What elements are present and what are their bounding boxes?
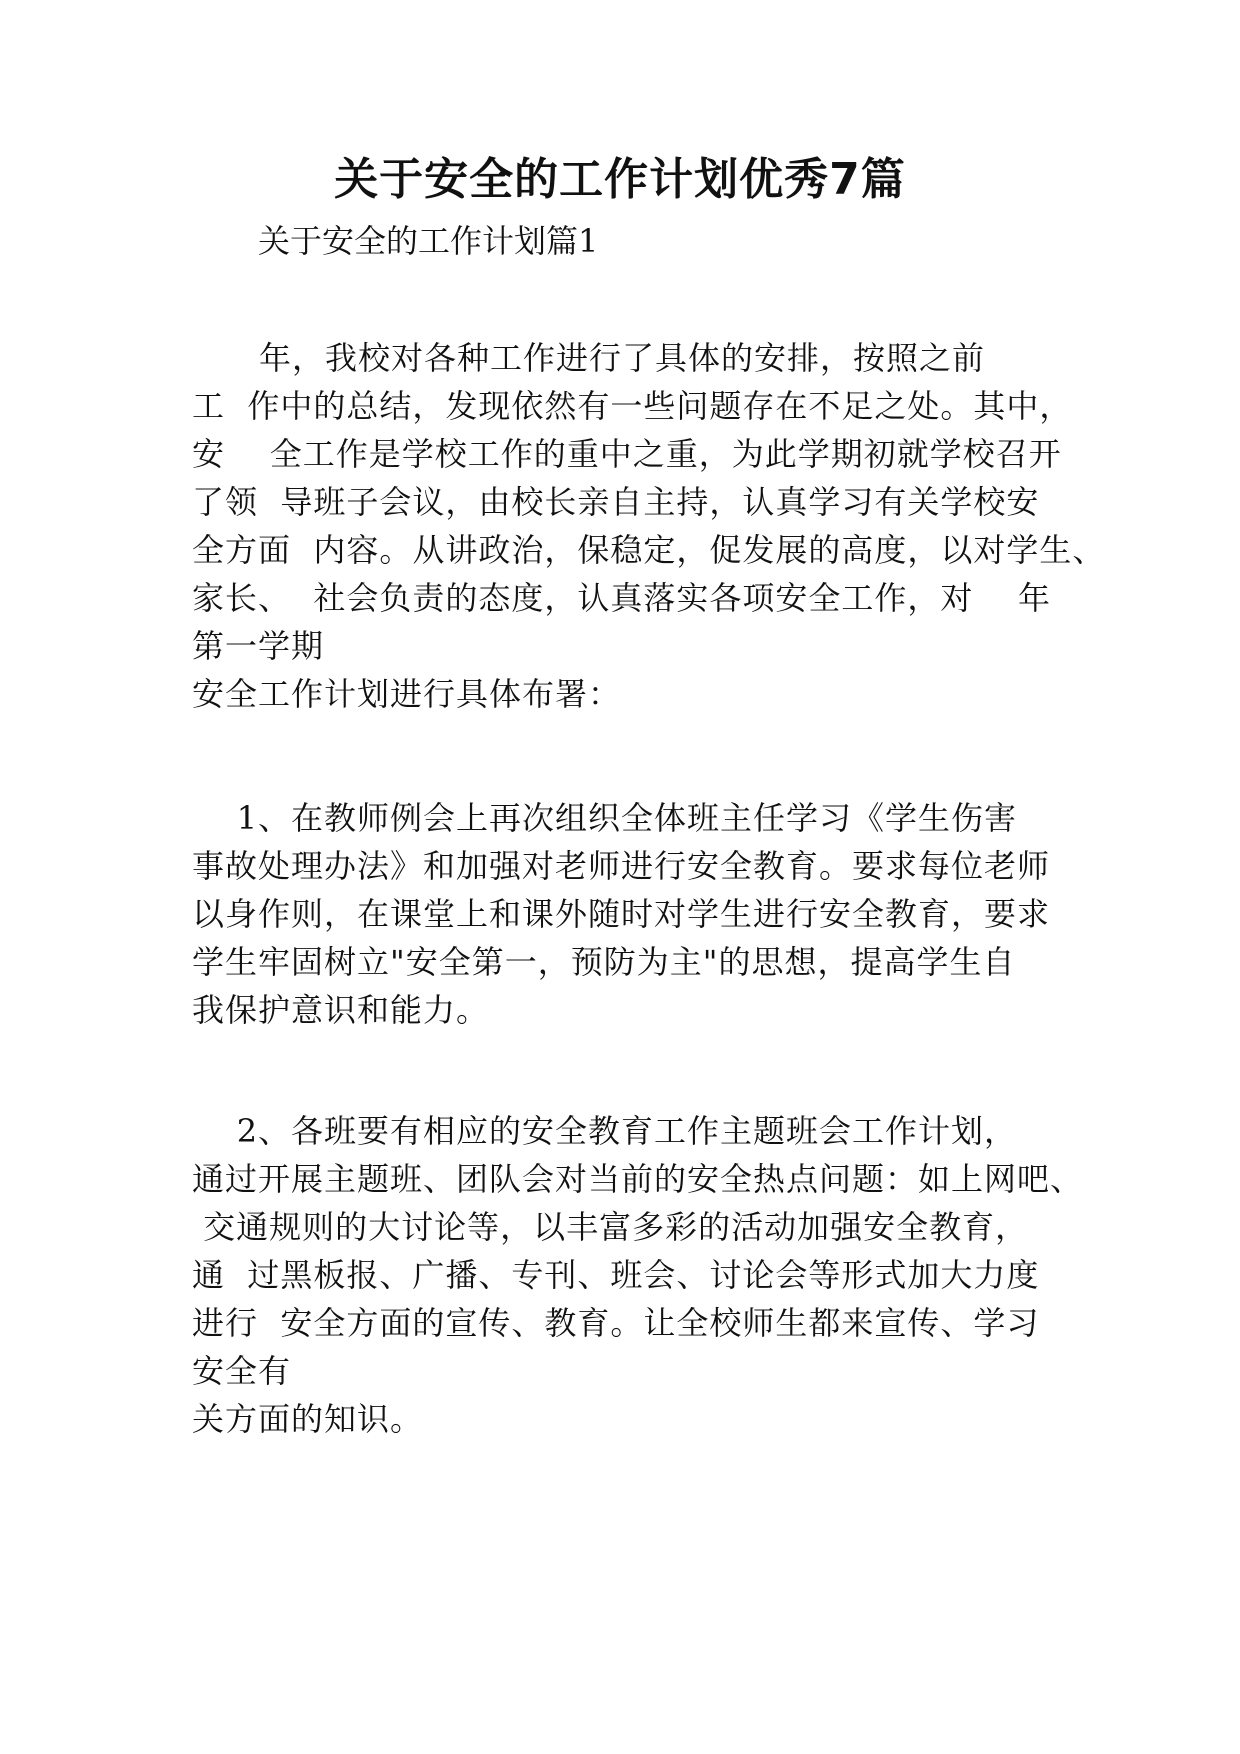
paragraph-1-line: 全方面 内容。从讲政治，保稳定，促发展的高度，以对学生、 — [192, 531, 1106, 569]
paragraph-1-line: 第一学期 — [192, 627, 325, 665]
paragraph-1-line: 工 作中的总结，发现依然有一些问题存在不足之处。其中， — [192, 387, 1073, 425]
paragraph-1-line: 安全工作计划进行具体布署： — [192, 675, 622, 713]
paragraph-1-line: 年，我校对各种工作进行了具体的安排，按照之前 — [192, 339, 986, 377]
paragraph-3-line: 进行 安全方面的宣传、教育。让全校师生都来宣传、学习 — [192, 1304, 1040, 1342]
paragraph-3-line: 通过开展主题班、团队会对当前的安全热点问题：如上网吧、 — [192, 1160, 1084, 1198]
paragraph-2-line: 以身作则，在课堂上和课外随时对学生进行安全教育，要求 — [192, 895, 1051, 933]
section-heading: 关于安全的工作计划篇1 — [258, 222, 599, 260]
paragraph-3-line: 2、各班要有相应的安全教育工作主题班会工作计划， — [192, 1112, 1018, 1150]
paragraph-2-line: 1、在教师例会上再次组织全体班主任学习《学生伤害 — [192, 799, 1018, 837]
paragraph-1-line: 家长、 社会负责的态度，认真落实各项安全工作，对 年 — [192, 579, 1052, 617]
paragraph-3-line: 安全有 — [192, 1352, 292, 1390]
paragraph-3-line: 交通规则的大讨论等，以丰富多彩的活动加强安全教育， — [192, 1208, 1029, 1246]
paragraph-2-line: 我保护意识和能力。 — [192, 991, 490, 1029]
paragraph-1-line: 了领 导班子会议，由校长亲自主持，认真学习有关学校安 — [192, 483, 1040, 521]
paragraph-3-line: 关方面的知识。 — [192, 1400, 424, 1438]
paragraph-1-line: 安 全工作是学校工作的重中之重，为此学期初就学校召开 — [192, 435, 1062, 473]
paragraph-3-line: 通 过黑板报、广播、专刊、班会、讨论会等形式加大力度 — [192, 1256, 1040, 1294]
paragraph-2-line: 事故处理办法》和加强对老师进行安全教育。要求每位老师 — [192, 847, 1051, 885]
paragraph-2-line: 学生牢固树立"安全第一，预防为主"的思想，提高学生自 — [192, 943, 1016, 981]
document-title: 关于安全的工作计划优秀7篇 — [334, 154, 906, 205]
